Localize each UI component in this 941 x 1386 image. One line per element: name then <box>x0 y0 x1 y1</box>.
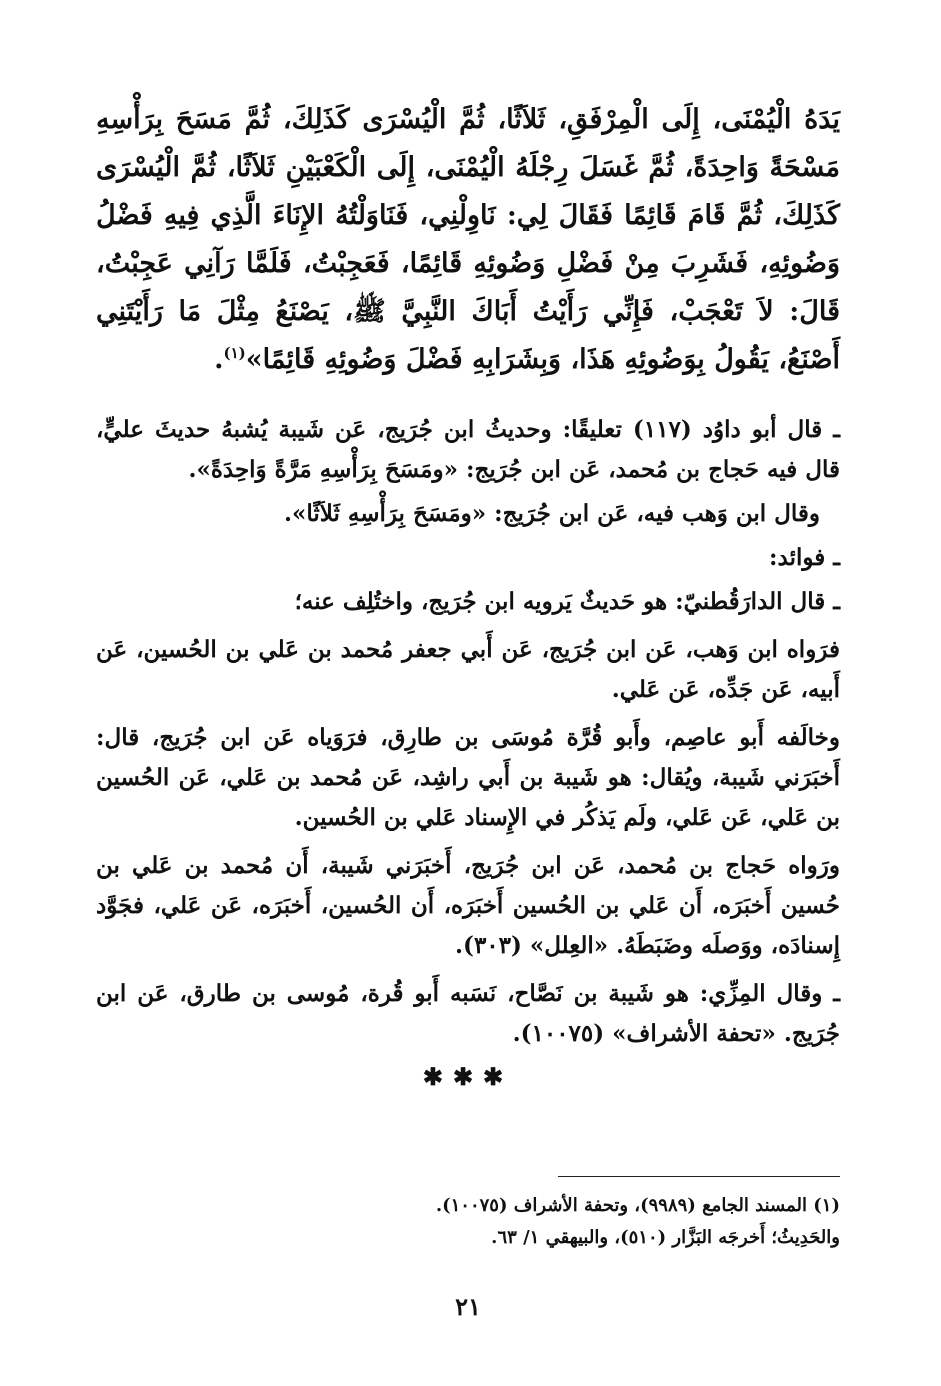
footnote-line: (١) المسند الجامع (٩٩٨٩)، وتحفة الأشراف (١٠٠٧٥). <box>435 1195 840 1216</box>
book-page <box>96 96 840 1326</box>
footnotes <box>96 1190 840 1254</box>
abu-dawud-paragraph: ـ قال أبو داوُد (١١٧) تعليقًا: وحديثُ ابن جُرَيج، عَن شَيبة يُشبهُ حديثَ عليٍّ، قال فيه حَجاج بن مُحمد، عَن ابن جُرَيج: «ومَسَحَ بِرَأْسِهِ مَرَّةً وَاحِدَةً». <box>96 416 840 483</box>
hadith-text: يَدَهُ الْيُمْنَى، إِلَى الْمِرْفَقِ، ثَلاَثًا، ثُمَّ الْيُسْرَى كَذَلِكَ، ثُمَّ مَسَحَ بِرَأْسِهِ مَسْحَةً وَاحِدَةً، ثُمَّ غَسَلَ رِجْلَهُ الْيُمْنَى، إِلَى الْكَعْبَيْنِ ثَلاَثًا، ثُمَّ الْيُسْرَى كَذَلِكَ، ثُمَّ قَامَ قَائِمًا فَقَالَ لِي: نَاوِلْنِي، فَنَاوَلْتُهُ الإِنَاءَ الَّذِي فِيهِ فَضْلُ وَضُوئِهِ، فَشَرِبَ مِنْ فَضْلِ وَضُوئِهِ قَائِمًا، فَعَجِبْتُ، فَلَمَّا رَآنِي عَجِبْتُ، قَالَ: لاَ تَعْجَبْ، فَإِنِّي رَأَيْتُ أَبَاكَ النَّبِيَّ ﷺ، يَصْنَعُ مِثْلَ مَا رَأَيْتَنِي أَصْنَعُ، يَقُولُ بِوَضُوئِهِ هَذَا، وَبِشَرَابِهِ فَضْلَ وَضُوئِهِ قَائِمًا» <box>96 104 840 375</box>
page-number: ٢١ <box>455 1292 481 1321</box>
hadith-paragraph <box>96 96 840 384</box>
footnote-line: والحَدِيثُ؛ أَخرجَه البَزَّار (٥١٠)، والبيهقي ١/ ٦٣. <box>491 1227 840 1248</box>
hajjaj-paragraph: ورَواه حَجاج بن مُحمد، عَن ابن جُرَيج، أَخبَرَني شَيبة، أَن مُحمد بن عَلي بن حُسين أَخبَرَه، أَن عَلي بن الحُسين أَخبَرَه، أَن الحُسين، أَخبَرَه، عَن عَلي، فجَوَّد إِسنادَه، ووَصلَه وضَبَطَهُ. «العِلل» (٣٠٣). <box>96 852 840 959</box>
daraqutni-paragraph: ـ قال الدارَقُطنيّ: هو حَديثٌ يَرويه ابن جُرَيج، واختُلِف عنه؛ <box>294 588 840 615</box>
hadith-end-mark: . <box>214 344 224 375</box>
section-separator: ✱✱✱ <box>422 1062 514 1091</box>
ibn-wahb-paragraph: وقال ابن وَهب فيه، عَن ابن جُرَيج: «ومَسَحَ بِرَأْسِهِ ثَلاَثًا». <box>283 500 820 527</box>
khalafahu-paragraph: وخالَفه أَبو عاصِم، وأَبو قُرَّة مُوسَى بن طارِق، فرَوَياه عَن ابن جُرَيج، قال: أَخبَرَني شَيبة، ويُقال: هو شَيبة بن أَبي راشِد، عَن مُحمد بن عَلي، عَن الحُسين بن عَلي، عَن عَلي، ولَم يَذكُر في الإِسناد عَلي بن الحُسين. <box>96 724 840 831</box>
rawah-paragraph: فرَواه ابن وَهب، عَن ابن جُرَيج، عَن أَبي جعفر مُحمد بن عَلي بن الحُسين، عَن أَبيه، عَن جَدِّه، عَن عَلي. <box>96 636 840 703</box>
fawaid-heading: ـ فوائد: <box>769 544 840 571</box>
mizzi-paragraph: ـ وقال المِزِّي: هو شَيبة بن نَصَّاح، نَسَبه أَبو قُرة، مُوسى بن طارق، عَن ابن جُرَيج. «تحفة الأشراف» (١٠٠٧٥). <box>96 980 840 1047</box>
footnote-divider <box>558 1176 840 1177</box>
footnote-reference: (١) <box>223 344 246 362</box>
